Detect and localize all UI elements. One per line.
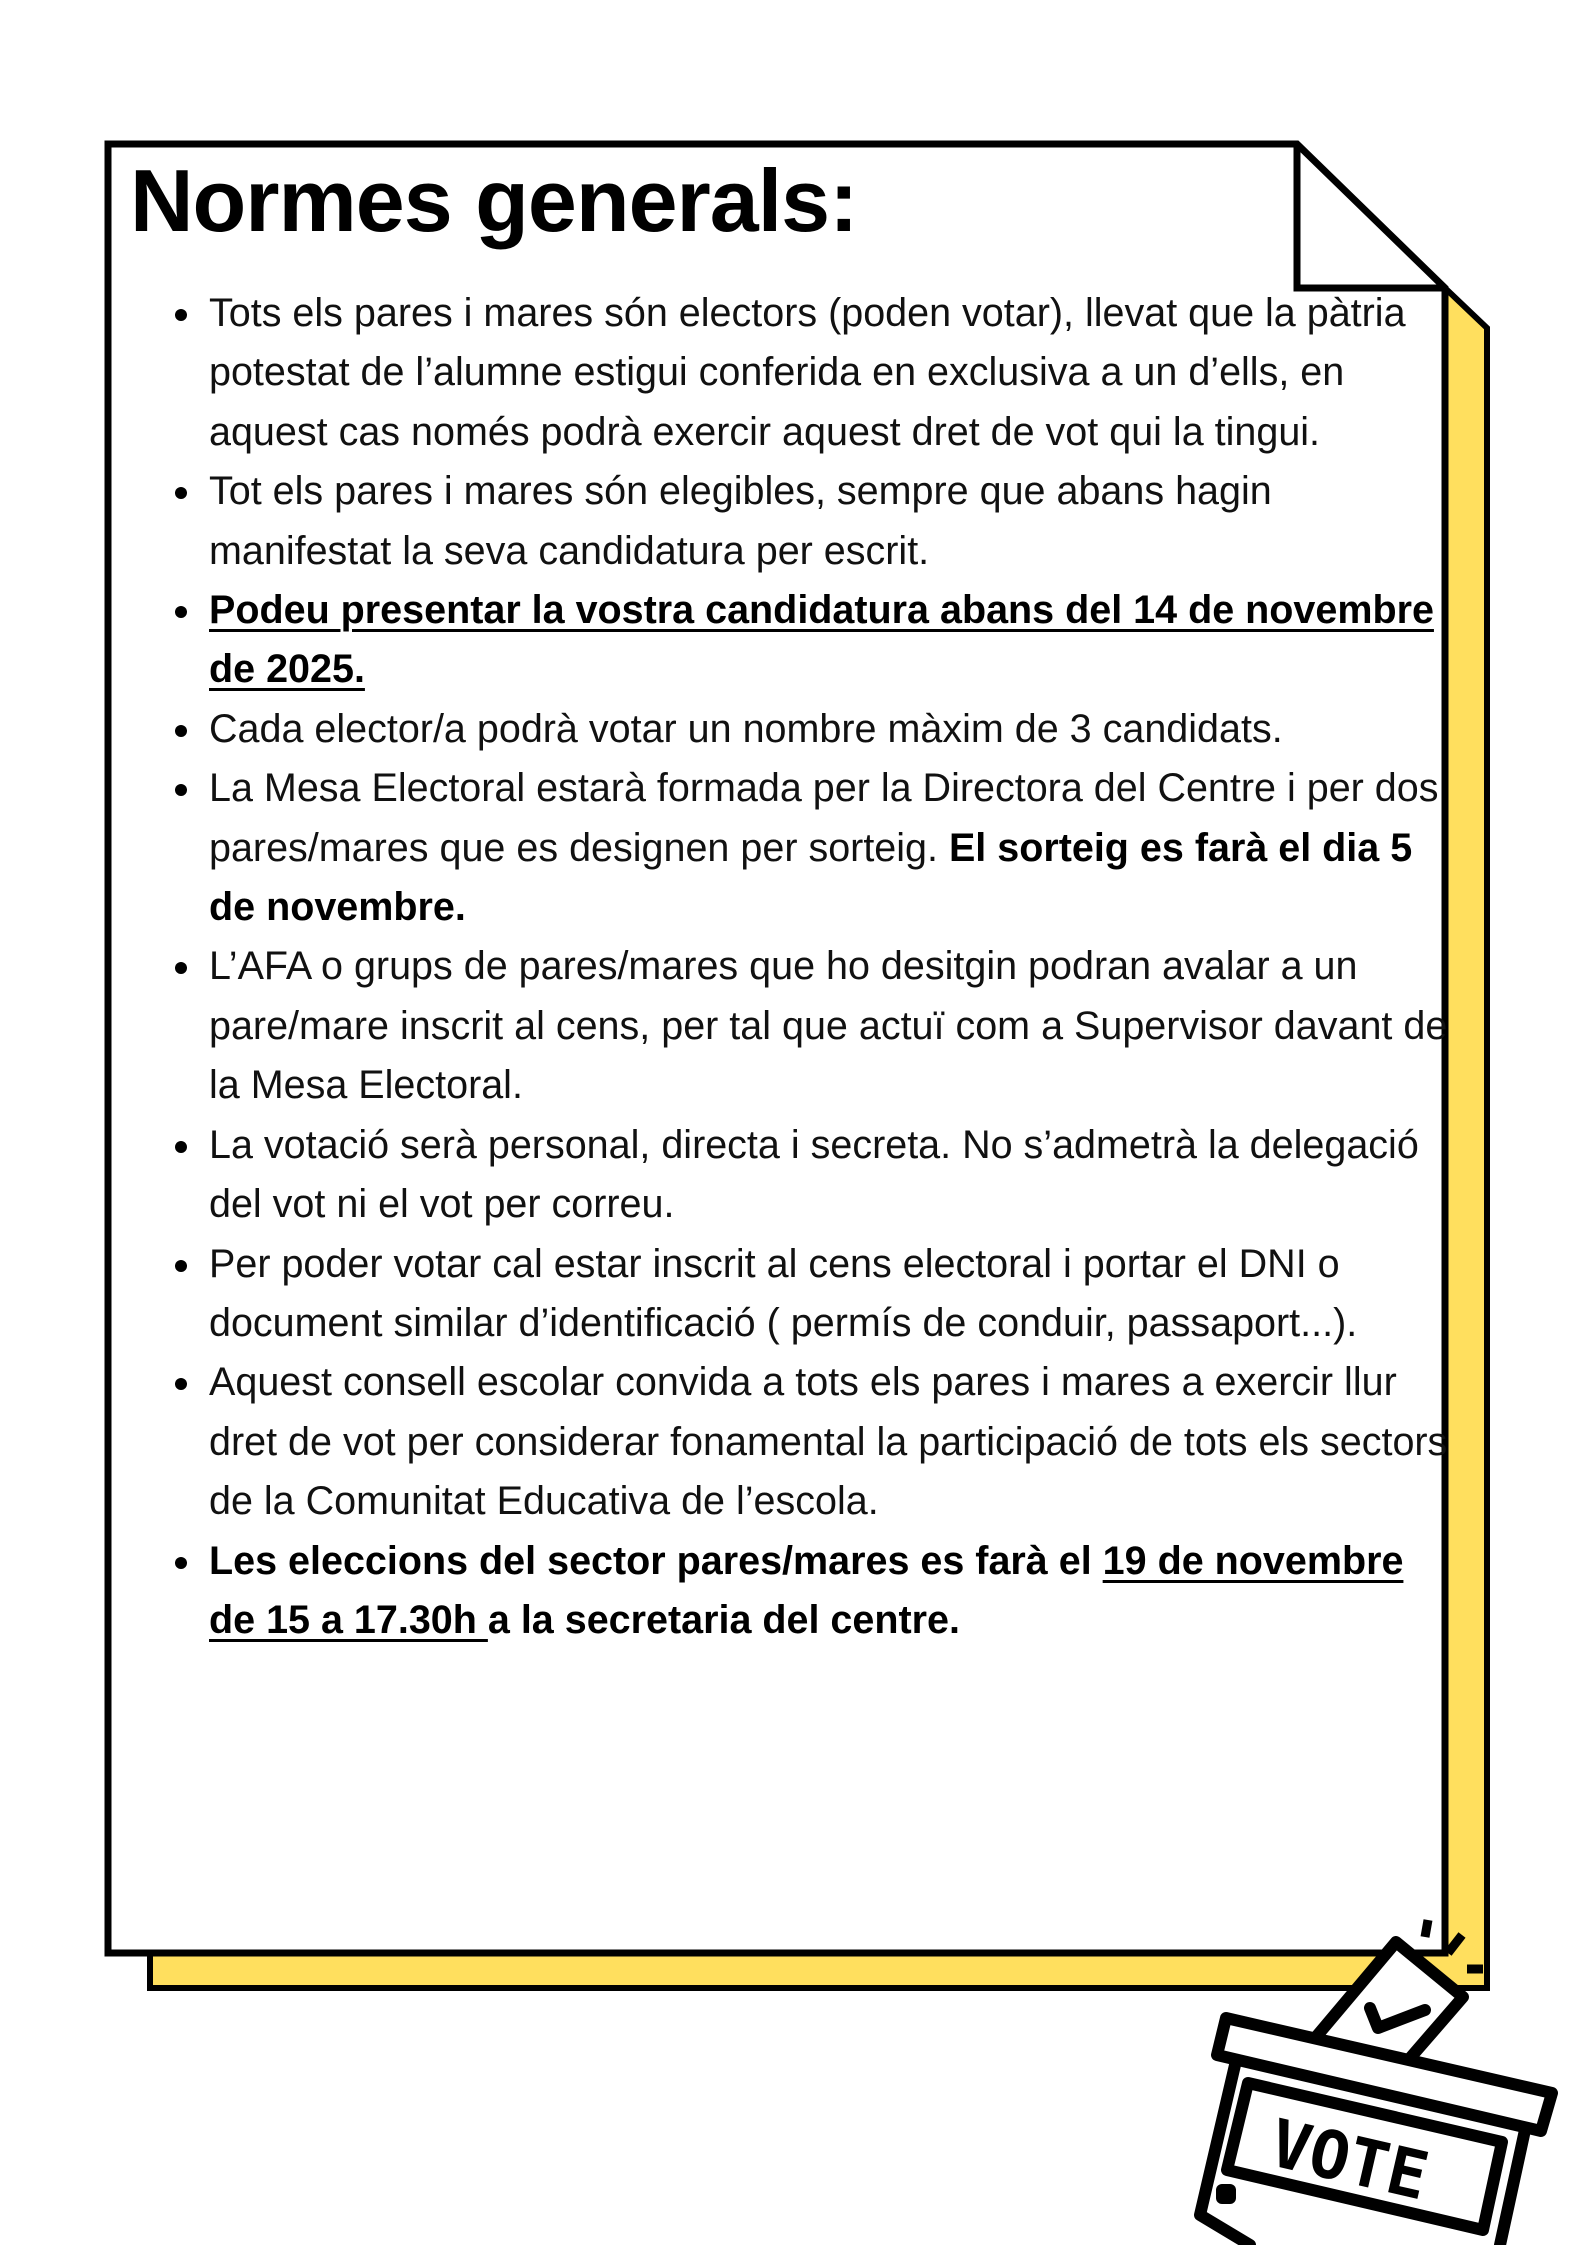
rule-text: Podeu presentar la vostra candidatura abans del 14 de novembre de 2025. bbox=[209, 588, 1434, 692]
rule-text: 19 de novembre de 15 a 17.30h bbox=[209, 1538, 1404, 1642]
sparkle-lines bbox=[1425, 1920, 1483, 1969]
page-title: Normes generals: bbox=[130, 151, 858, 250]
rule-text: El sorteig es farà el dia 5 de novembre. bbox=[209, 825, 1413, 930]
rule-text: Tots els pares i mares són electors (poden votar), llevat que la pàtria potestat de l’alumne estigui conferida en exclusiva a un d’ells, en aquest cas només podrà exercir aquest dret de vot qui la tingui. bbox=[209, 291, 1406, 454]
rule-text: La votació serà personal, directa i secreta. No s’admetrà la delegació del vot ni el vot per correu. bbox=[209, 1122, 1419, 1227]
rule-text: Per poder votar cal estar inscrit al cens electoral i portar el DNI o document similar d’identificació ( permís de conduir, passaport...). bbox=[209, 1241, 1358, 1345]
rule-text: Cada elector/a podrà votar un nombre màxim de 3 candidats. bbox=[209, 706, 1283, 751]
rule-text: La Mesa Electoral estarà formada per la Directora del Centre i per dos pares/mares que es designen per sorteig. bbox=[209, 766, 1439, 870]
rule-text: a la secretaria del centre. bbox=[487, 1597, 960, 1642]
rule-text: L’AFA o grups de pares/mares que ho desitgin podran avalar a un pare/mare inscrit al cens, per tal que actuï com a Supervisor davant de la Mesa Electoral. bbox=[209, 944, 1448, 1108]
rule-text: Aquest consell escolar convida a tots els pares i mares a exercir llur dret de vot per considerar fonamental la participació de tots els sectors de la Comunitat Educativa de l’escola. bbox=[209, 1360, 1448, 1524]
vote-label-text: VOTE bbox=[1263, 2104, 1436, 2216]
rule-text: Les eleccions del sector pares/mares es farà el bbox=[209, 1538, 1103, 1583]
rule-text: Tot els pares i mares són elegibles, sempre que abans hagin manifestat la seva candidatura per escrit. bbox=[209, 469, 1272, 573]
